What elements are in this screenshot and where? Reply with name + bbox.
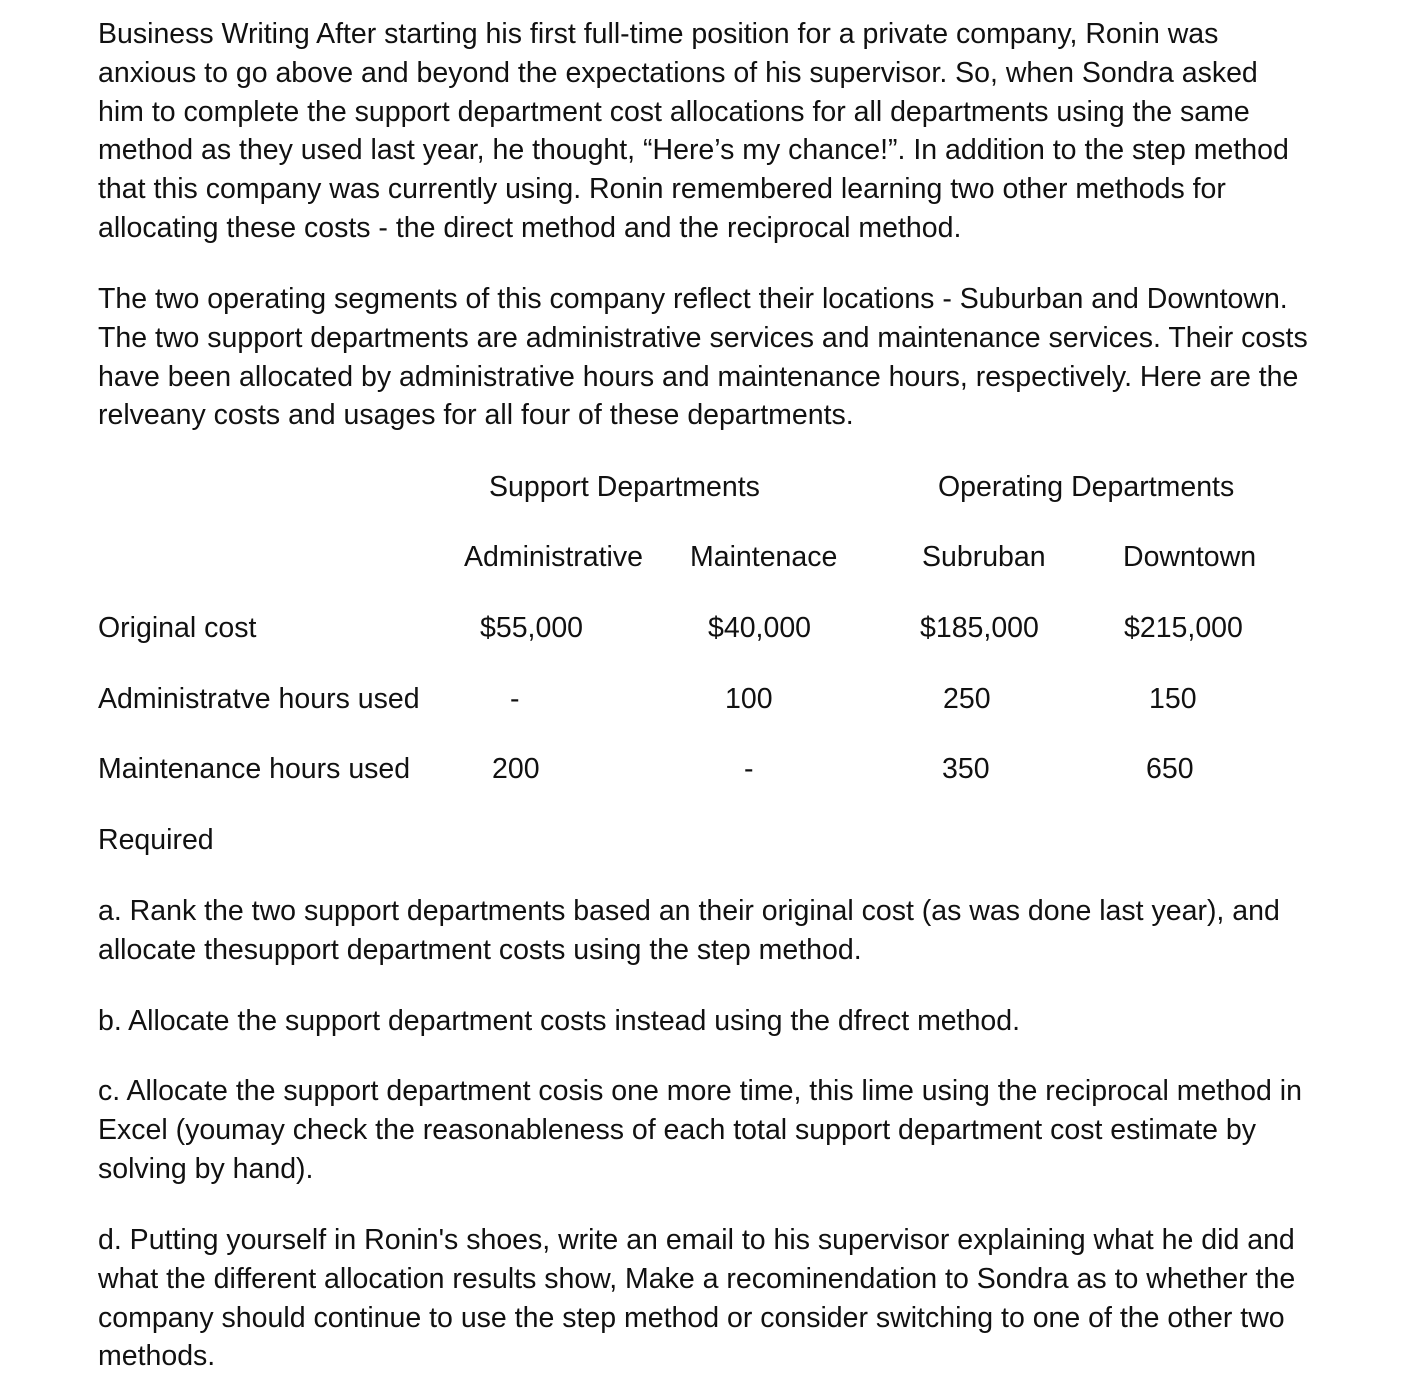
cell-value: -	[510, 683, 520, 715]
required-item-line: a. Rank the two support departments based an their original cost (as was done last year), and	[98, 895, 1280, 927]
required-item-line: methods.	[98, 1340, 216, 1373]
intro-line: Business Writing After starting his first full-time position for a private company, Ronin was	[98, 18, 1219, 50]
cell-value: 650	[1146, 753, 1194, 785]
cell-value: 100	[725, 683, 773, 715]
required-item-line: company should continue to use the step method or consider switching to one of the other two	[98, 1301, 1285, 1334]
intro-paragraph	[98, 15, 1398, 248]
column-header-suburban: Subruban	[922, 541, 1046, 573]
column-header-administrative: Administrative	[464, 541, 643, 573]
operating-departments-header: Operating Departments	[938, 471, 1235, 503]
required-item-line: what the different allocation results show, Make a recominendation to Sondra as to whether the	[98, 1262, 1296, 1295]
row-label-maintenance-hours: Maintenance hours used	[98, 753, 411, 785]
cell-value: -	[744, 753, 754, 785]
required-item-line: b. Allocate the support department costs instead using the dfrect method.	[98, 1005, 1021, 1037]
intro-line: allocating these costs - the direct method and the reciprocal method.	[98, 211, 962, 244]
required-heading: Required	[98, 824, 214, 856]
row-label-administrative-hours: Administratve hours used	[98, 683, 420, 715]
required-item-line: allocate thesupport department costs using the step method.	[98, 933, 862, 966]
cell-value: 250	[943, 683, 991, 715]
required-item-line: solving by hand).	[98, 1152, 314, 1185]
required-item-line: Excel (youmay check the reasonableness of each total support department cost estimate by	[98, 1113, 1257, 1146]
required-item-b	[98, 1002, 1398, 1041]
context-line: have been allocated by administrative hours and maintenance hours, respectively. Here are the	[98, 360, 1299, 393]
required-item-line: c. Allocate the support department cosis one more time, this lime using the reciprocal method in	[98, 1075, 1302, 1107]
cell-value: $215,000	[1124, 612, 1243, 644]
required-item-line: d. Putting yourself in Ronin's shoes, write an email to his supervisor explaining what he did and	[98, 1224, 1295, 1256]
cell-value: $185,000	[920, 612, 1039, 644]
cell-value: $55,000	[480, 612, 584, 644]
context-paragraph	[98, 280, 1398, 435]
intro-line: method as they used last year, he thought, “Here’s my chance!”. In addition to the step method	[98, 134, 1289, 167]
required-item-c	[98, 1072, 1398, 1188]
context-line: The two support departments are administrative services and maintenance services. Their costs	[98, 321, 1308, 354]
intro-line: anxious to go above and beyond the expectations of his supervisor. So, when Sondra asked	[98, 56, 1258, 89]
cell-value: 350	[942, 753, 990, 785]
context-line: The two operating segments of this company reflect their locations - Suburban and Downtown.	[98, 283, 1288, 315]
support-departments-header: Support Departments	[489, 471, 760, 503]
cell-value: 200	[492, 753, 540, 785]
required-item-d	[98, 1221, 1398, 1376]
cell-value: 150	[1149, 683, 1197, 715]
column-header-downtown: Downtown	[1123, 541, 1257, 573]
column-header-maintenance: Maintenace	[690, 541, 838, 573]
intro-line: that this company was currently using. Ronin remembered learning two other methods for	[98, 173, 1226, 206]
context-line: relveany costs and usages for all four of these departments.	[98, 399, 854, 432]
row-label-original-cost: Original cost	[98, 612, 257, 644]
cell-value: $40,000	[708, 612, 812, 644]
required-item-a	[98, 892, 1398, 970]
intro-line: him to complete the support department cost allocations for all departments using the same	[98, 95, 1250, 128]
